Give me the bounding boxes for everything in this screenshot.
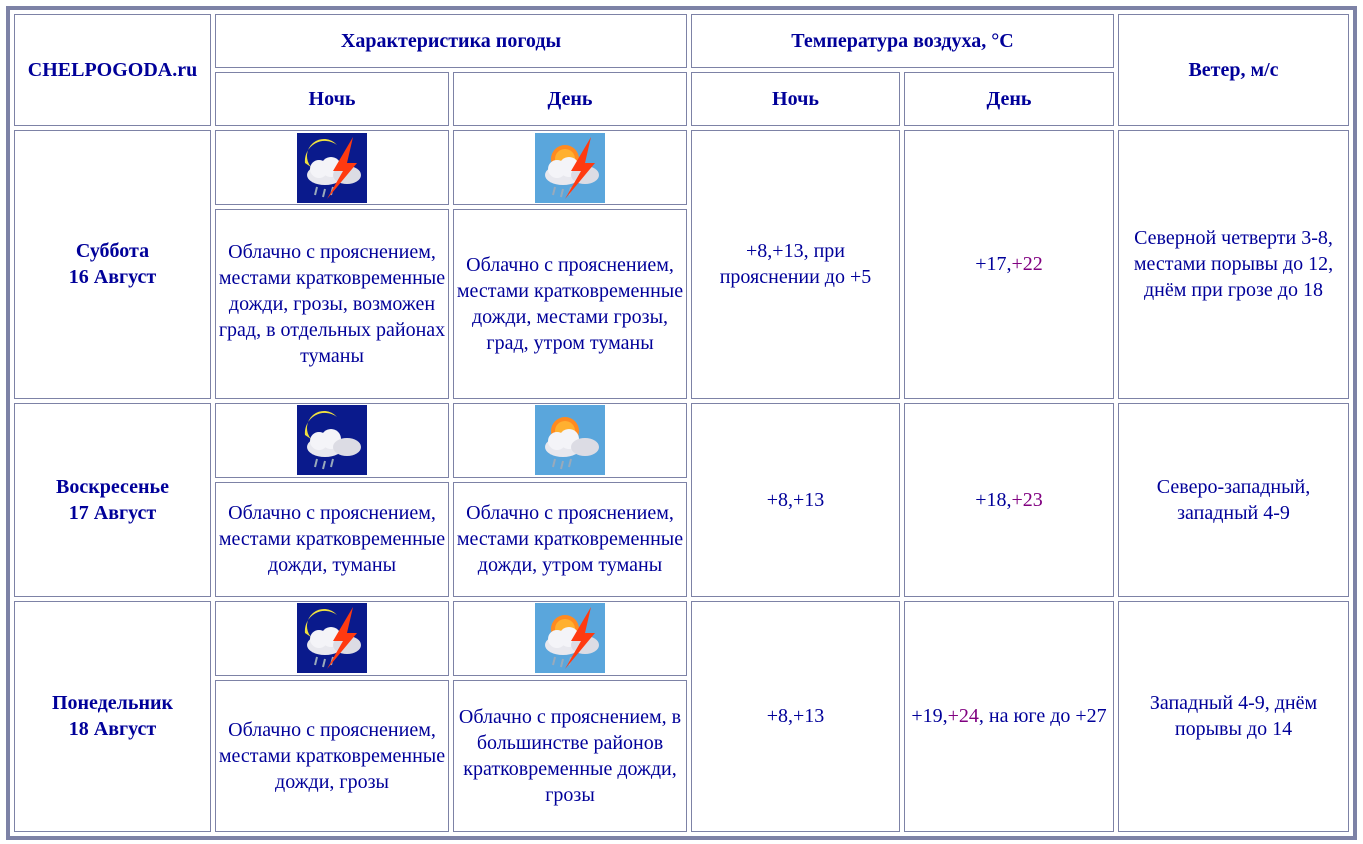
temp-day-max: +24 [947,705,979,728]
site-logo: CHELPOGODA.ru [14,14,211,126]
forecast-table [6,6,1357,840]
weekday: Воскресенье [56,475,169,498]
date: 16 Август [68,266,157,289]
day-thunderstorm-icon [535,603,605,673]
night-thunderstorm-icon [297,603,367,673]
day-thunderstorm-icon [535,133,605,203]
date-cell [14,601,211,832]
forecast-row [14,403,1349,478]
day-icon-cell [453,403,687,478]
wind: Северо-западный, западный 4-9 [1118,403,1349,597]
wind: Западный 4-9, днём порывы до 14 [1118,601,1349,832]
temp-day [904,403,1114,597]
night-icon-cell [215,403,449,478]
wind: Северной четверти 3-8, местами порывы до 12, днём при грозе до 18 [1118,130,1349,399]
date-cell [14,403,211,597]
forecast-row [14,601,1349,676]
temp-day-max: +22 [1011,253,1043,276]
day-description: Облачно с прояснением, местами кратковременные дожди, утром туманы [453,482,687,597]
night-rain-icon [297,405,367,475]
temp-day-min: +18, [975,488,1012,511]
night-thunderstorm-icon [297,133,367,203]
weekday: Суббота [75,240,150,263]
day-description: Облачно с прояснением, в большинстве районов кратковременные дожди, грозы [453,680,687,832]
night-description: Облачно с прояснением, местами кратковременные дожди, грозы [215,680,449,832]
temp-night-header: Ночь [691,72,900,126]
temp-day-max: +23 [1011,488,1043,511]
day-icon-cell [453,130,687,205]
day-icon-cell [453,601,687,676]
wind-header: Ветер, м/с [1118,14,1349,126]
weather-char-header: Характеристика погоды [215,14,687,68]
temp-day [904,130,1114,399]
night-icon-cell [215,130,449,205]
temp-night: +8,+13 [691,601,900,832]
temp-night: +8,+13 [691,403,900,597]
temp-day-min: +17, [975,253,1012,276]
night-icon-cell [215,601,449,676]
day-rain-icon [535,405,605,475]
forecast-row [14,130,1349,205]
date: 18 Август [68,718,157,741]
day-header: День [453,72,687,126]
date: 17 Август [68,501,157,524]
temp-day-header: День [904,72,1114,126]
weekday: Понедельник [51,692,174,715]
night-description: Облачно с прояснением, местами кратковременные дожди, туманы [215,482,449,597]
night-description: Облачно с прояснением, местами кратковременные дожди, грозы, возможен град, в отдельных районах туманы [215,209,449,399]
temp-day-note: , на юге до +27 [978,705,1107,728]
temp-day [904,601,1114,832]
temp-night: +8,+13, при прояснении до +5 [691,130,900,399]
temp-day-min: +19, [911,705,948,728]
night-header: Ночь [215,72,449,126]
air-temp-header: Температура воздуха, °С [691,14,1114,68]
date-cell [14,130,211,399]
day-description: Облачно с прояснением, местами кратковременные дожди, местами грозы, град, утром туманы [453,209,687,399]
